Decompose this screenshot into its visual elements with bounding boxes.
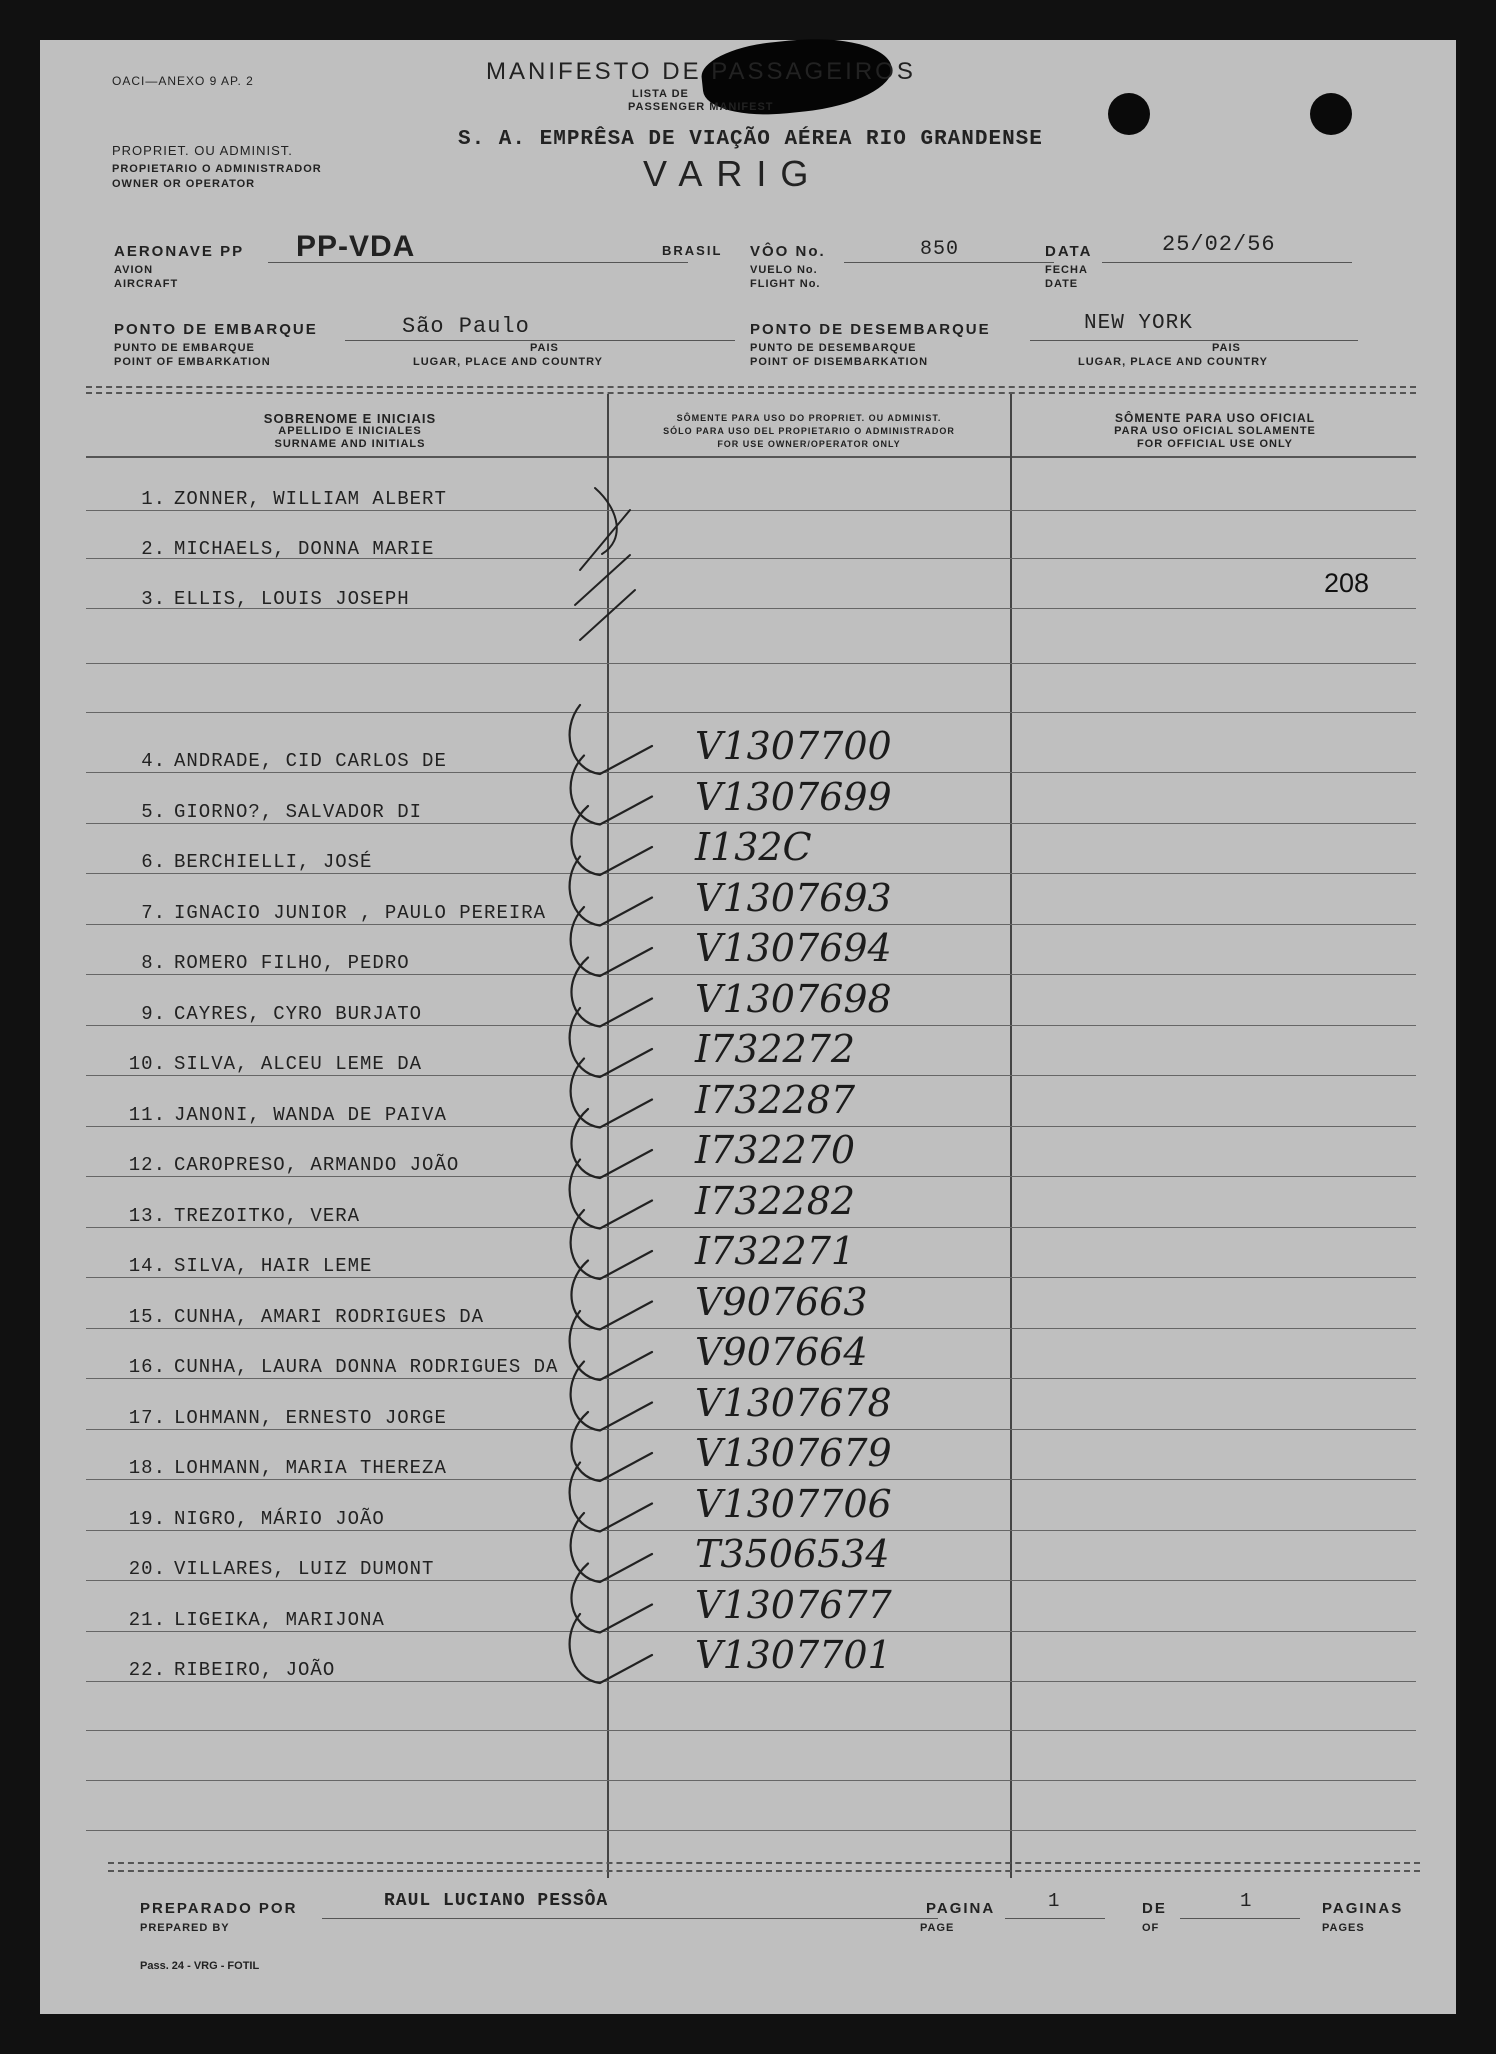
passenger-name: ROMERO FILHO, PEDRO	[174, 952, 410, 974]
passenger-name: LIGEIKA, MARIJONA	[174, 1608, 385, 1631]
passport-number: V907663	[695, 1279, 868, 1324]
passenger-number: 6.	[141, 851, 166, 873]
passenger-name: TREZOITKO, VERA	[174, 1204, 361, 1227]
column-header-official: SÔMENTE PARA USO OFICIAL PARA USO OFICIAL SOLAMENTE FOR OFFICIAL USE ONLY	[1114, 411, 1316, 450]
embark-label-es: PUNTO DE EMBARQUE	[114, 342, 255, 354]
aircraft-label-en: AIRCRAFT	[114, 278, 179, 290]
passenger-name: LOHMANN, MARIA THEREZA	[174, 1457, 447, 1479]
passenger-number: 4.	[141, 750, 166, 772]
passport-number: V907664	[695, 1330, 868, 1374]
page-number: 1	[1048, 1890, 1061, 1912]
check-marks	[40, 40, 1456, 2014]
country-label: BRASIL	[662, 243, 723, 258]
passenger-name: SILVA, ALCEU LEME DA	[174, 1053, 423, 1075]
passport-number: V1307693	[695, 875, 892, 920]
passenger-name: MICHAELS, DONNA MARIE	[174, 538, 435, 560]
passenger-name: GIORNO?, SALVADOR DI	[174, 800, 423, 823]
passenger-number: 10.	[128, 1053, 166, 1075]
passport-number: V1307706	[695, 1481, 892, 1526]
annex-label: OACI—ANEXO 9 AP. 2	[112, 74, 254, 88]
passenger-name: RIBEIRO, JOÃO	[174, 1659, 336, 1681]
passenger-name: IGNACIO JUNIOR , PAULO PEREIRA	[174, 901, 547, 924]
passenger-number: 19.	[128, 1507, 166, 1530]
passport-number: V1307699	[695, 774, 892, 819]
passenger-number: 12.	[128, 1154, 166, 1176]
flight-label-es: VUELO No.	[750, 264, 818, 276]
flight-date: 25/02/56	[1162, 232, 1276, 257]
disembark-place-country: LUGAR, PLACE AND COUNTRY	[1078, 356, 1269, 368]
pages-label: PAGINAS	[1322, 1900, 1404, 1917]
pages-label-en: PAGES	[1322, 1922, 1365, 1934]
flight-number: 850	[920, 238, 960, 261]
prepared-by: RAUL LUCIANO PESSÔA	[384, 1891, 609, 1911]
prepared-label-en: PREPARED BY	[140, 1922, 230, 1934]
passenger-name: SILVA, HAIR LEME	[174, 1255, 373, 1277]
passenger-name: JANONI, WANDA DE PAIVA	[174, 1103, 447, 1126]
company-name: S. A. EMPRÊSA DE VIAÇÃO AÉREA RIO GRANDENSE	[458, 128, 1043, 151]
passenger-name: CAYRES, CYRO BURJATO	[174, 1002, 423, 1025]
aircraft-label: AERONAVE PP	[114, 243, 245, 260]
column-header-owner: SÔMENTE PARA USO DO PROPRIET. OU ADMINIST. SÓLO PARA USO DEL PROPIETARIO O ADMINISTRADOR FOR USE OWNER/OPERATOR ONLY	[663, 413, 955, 449]
passport-number: I732271	[695, 1229, 856, 1273]
passenger-name: NIGRO, MÁRIO JOÃO	[174, 1507, 385, 1530]
disembark-pais: PAIS	[1212, 342, 1241, 354]
passenger-number: 14.	[128, 1255, 166, 1277]
passenger-number: 3.	[141, 588, 166, 610]
passenger-name: CUNHA, AMARI RODRIGUES DA	[174, 1305, 485, 1328]
of-label-en: OF	[1142, 1922, 1160, 1934]
page-label-en: PAGE	[920, 1922, 955, 1934]
subtitle-es: LISTA DE	[632, 88, 689, 100]
flight-label: VÔO No.	[750, 243, 826, 260]
disembark-label: PONTO DE DESEMBARQUE	[750, 321, 991, 338]
passport-number: I732270	[695, 1128, 856, 1172]
form-code: Pass. 24 - VRG - FOTIL	[140, 1960, 260, 1972]
passenger-name: ANDRADE, CID CARLOS DE	[174, 750, 447, 772]
passenger-name: CUNHA, LAURA DONNA RODRIGUES DA	[174, 1356, 559, 1378]
embark-place: São Paulo	[402, 314, 530, 339]
date-label-es: FECHA	[1045, 264, 1088, 276]
passport-number: I132C	[695, 825, 812, 869]
passenger-name: LOHMANN, ERNESTO JORGE	[174, 1406, 447, 1429]
passport-number: V1307679	[695, 1431, 892, 1475]
owner-label-pt: PROPRIET. OU ADMINIST.	[112, 143, 293, 158]
passenger-name: CAROPRESO, ARMANDO JOÃO	[174, 1154, 460, 1176]
passenger-number: 16.	[128, 1356, 166, 1378]
owner-label-en: OWNER OR OPERATOR	[112, 178, 256, 190]
passport-number: T3506534	[695, 1532, 890, 1576]
passenger-number: 8.	[141, 952, 166, 974]
company-short: VARIG	[643, 153, 823, 194]
passenger-number: 2.	[141, 538, 166, 560]
flight-label-en: FLIGHT No.	[750, 278, 821, 290]
page-label: PAGINA	[926, 1900, 996, 1917]
passenger-name: BERCHIELLI, JOSÉ	[174, 851, 373, 873]
embark-label: PONTO DE EMBARQUE	[114, 321, 318, 338]
passport-number: V1307678	[695, 1380, 892, 1425]
passport-number: V1307701	[695, 1633, 892, 1677]
embark-label-en: POINT OF EMBARKATION	[114, 356, 271, 368]
prepared-label: PREPARADO POR	[140, 1900, 298, 1917]
date-label-en: DATE	[1045, 278, 1079, 290]
aircraft-label-es: AVION	[114, 264, 154, 276]
passport-number: V1307694	[695, 926, 892, 970]
passenger-number: 11.	[128, 1103, 166, 1126]
pages-total: 1	[1240, 1890, 1253, 1912]
document-title: MANIFESTO DE PASSAGEIROS	[486, 58, 916, 85]
passenger-number: 15.	[128, 1305, 166, 1328]
column-header-name: SOBRENOME E INICIAIS APELLIDO E INICIALES SURNAME AND INITIALS	[263, 411, 437, 450]
passport-number: I732272	[695, 1027, 856, 1071]
passenger-number: 22.	[128, 1659, 166, 1681]
passenger-number: 13.	[128, 1204, 166, 1227]
embark-place-country: LUGAR, PLACE AND COUNTRY	[413, 356, 604, 368]
passport-number: V1307700	[695, 724, 892, 768]
owner-label-es: PROPIETARIO O ADMINISTRADOR	[112, 163, 322, 175]
passport-number: I732287	[695, 1077, 856, 1122]
passenger-number: 18.	[128, 1457, 166, 1479]
passport-number: V1307698	[695, 976, 892, 1021]
passenger-number: 7.	[141, 901, 166, 924]
disembark-label-en: POINT OF DISEMBARKATION	[750, 356, 929, 368]
passenger-name: ZONNER, WILLIAM ALBERT	[174, 488, 447, 510]
aircraft-registration: PP-VDA	[296, 230, 416, 263]
passenger-number: 21.	[128, 1608, 166, 1631]
passenger-name: VILLARES, LUIZ DUMONT	[174, 1558, 435, 1580]
passenger-name: ELLIS, LOUIS JOSEPH	[174, 588, 410, 610]
passenger-number: 9.	[141, 1002, 166, 1025]
passenger-number: 20.	[128, 1558, 166, 1580]
date-label: DATA	[1045, 243, 1093, 260]
page-annotation: 208	[1324, 568, 1370, 598]
passenger-number: 17.	[128, 1406, 166, 1429]
passenger-number: 1.	[141, 488, 166, 510]
check-mark	[570, 705, 652, 774]
disembark-place: NEW YORK	[1084, 312, 1193, 335]
subtitle-en: PASSENGER MANIFEST	[628, 101, 774, 113]
embark-pais: PAIS	[530, 342, 559, 354]
manifest-sheet	[40, 40, 1456, 2014]
of-label: DE	[1142, 1900, 1167, 1917]
passenger-number: 5.	[141, 800, 166, 823]
passport-number: V1307677	[695, 1582, 892, 1627]
passport-number: I732282	[695, 1178, 856, 1223]
disembark-label-es: PUNTO DE DESEMBARQUE	[750, 342, 917, 354]
